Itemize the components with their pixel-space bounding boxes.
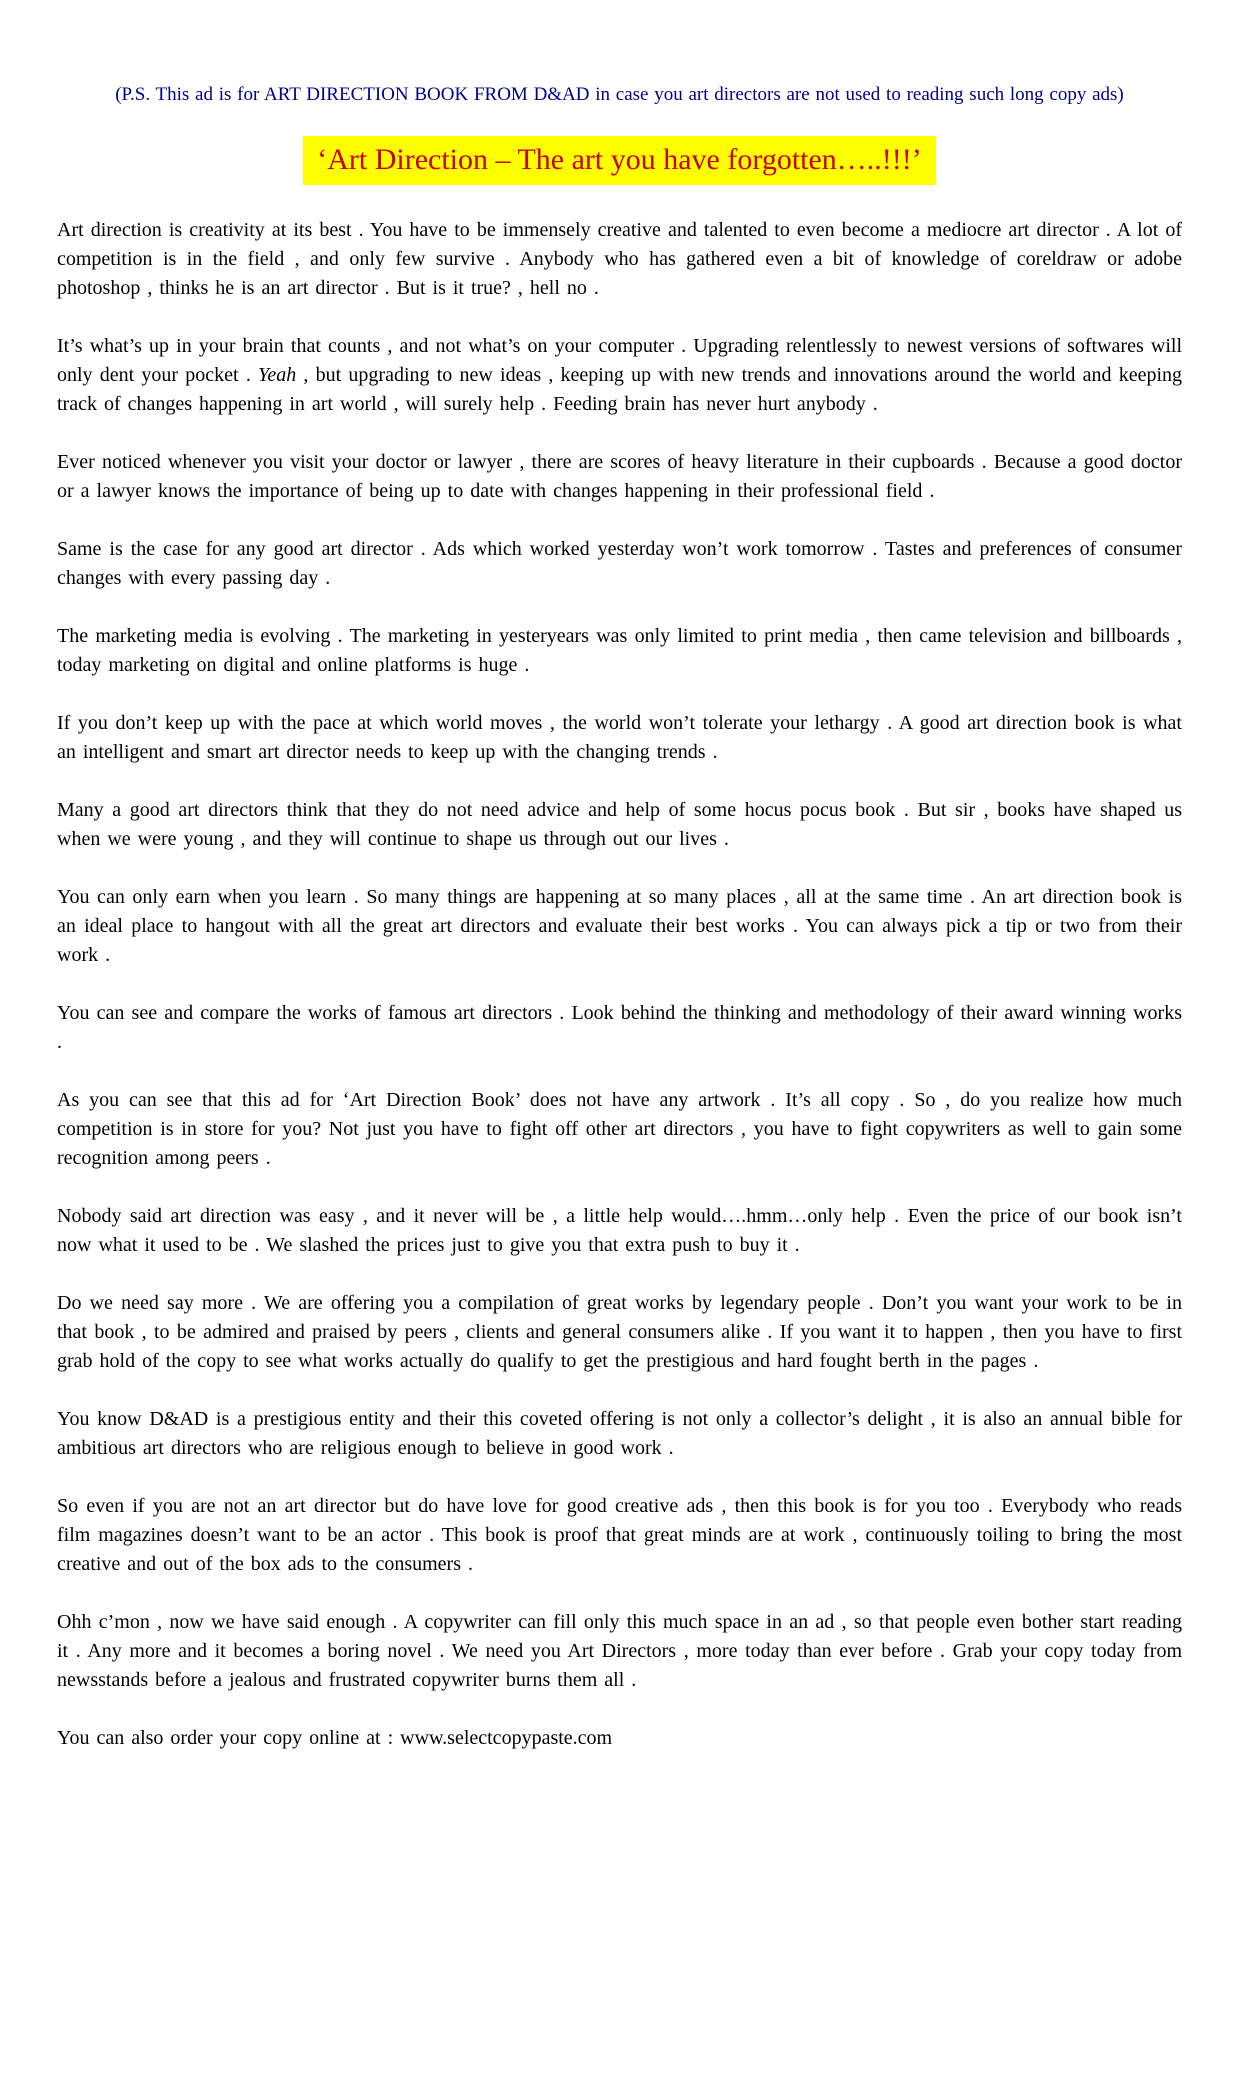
body-paragraph: Ever noticed whenever you visit your doctor or lawyer , there are scores of heavy literature in their cupboards . Because a good doctor or a lawyer knows the importance of being up to date with changes happening in their professional field . [57,451,1182,502]
body-paragraph: If you don’t keep up with the pace at which world moves , the world won’t tolerate your lethargy . A good art direction book is what an intelligent and smart art director needs to keep up with the changing trends . [57,712,1182,763]
body-paragraph: Nobody said art direction was easy , and it never will be , a little help would….hmm…only help . Even the price of our book isn’t now what it used to be . We slashed the prices just to give you that extra push to buy it . [57,1205,1182,1256]
body-paragraph [57,332,1182,419]
body-copy [57,216,1182,1753]
body-paragraph: So even if you are not an art director but do have love for good creative ads , then this book is for you too . Everybody who reads film magazines doesn’t want to be an actor . This book is proof that great minds are at work , continuously toiling to bring the most creative and out of the box ads to the consumers . [57,1495,1182,1575]
body-paragraph: As you can see that this ad for ‘Art Direction Book’ does not have any artwork . It’s all copy . So , do you realize how much competition is in store for you? Not just you have to fight off other art directors , you have to fight copywriters as well to gain some recognition among peers . [57,1089,1182,1169]
body-paragraph: You can only earn when you learn . So many things are happening at so many places , all at the same time . An art direction book is an ideal place to hangout with all the great art directors and evaluate their best works . You can always pick a tip or two from their work . [57,886,1182,966]
order-online-line: You can also order your copy online at : www.selectcopypaste.com [57,1727,613,1749]
ps-note: (P.S. This ad is for ART DIRECTION BOOK FROM D&AD in case you art directors are not used to reading such long copy ads) [115,84,1124,105]
paragraph-text: , but upgrading to new ideas , keeping up with new trends and innovations around the world and keeping track of changes happening in art world , will surely help . Feeding brain has never hurt anybody . [57,364,1182,415]
body-paragraph: The marketing media is evolving . The marketing in yesteryears was only limited to print media , then came television and billboards , today marketing on digital and online platforms is huge . [57,625,1182,676]
italic-word: Yeah [258,364,297,386]
body-paragraph: Do we need say more . We are offering you a compilation of great works by legendary people . Don’t you want your work to be in that book , to be admired and praised by peers , clients and general consumers alike . If you want it to happen , then you have to first grab hold of the copy to see what works actually do qualify to get the prestigious and hard fought berth in the pages . [57,1292,1182,1372]
paragraph-text: It’s what’s up in your brain that counts , and not what’s on your computer . Upgrading relentlessly to newest versions of softwares will only dent your pocket . [57,335,1182,386]
body-paragraph: You know D&AD is a prestigious entity and their this coveted offering is not only a collector’s delight , it is also an annual bible for ambitious art directors who are religious enough to believe in good work . [57,1408,1182,1459]
body-paragraph: Same is the case for any good art director . Ads which worked yesterday won’t work tomorrow . Tastes and preferences of consumer changes with every passing day . [57,538,1182,589]
body-paragraph: Many a good art directors think that they do not need advice and help of some hocus pocus book . But sir , books have shaped us when we were young , and they will continue to shape us through out our lives . [57,799,1182,850]
body-paragraph: Art direction is creativity at its best . You have to be immensely creative and talented to even become a mediocre art director . A lot of competition is in the field , and only few survive . Anybody who has gathered even a bit of knowledge of coreldraw or adobe photoshop , thinks he is an art director . But is it true? , hell no . [57,219,1182,299]
title-row [57,136,1182,185]
body-paragraph: Ohh c’mon , now we have said enough . A copywriter can fill only this much space in an ad , so that people even bother start reading it . Any more and it becomes a boring novel . We need you Art Directors , more today than ever before . Grab your copy today from newsstands before a jealous and frustrated copywriter burns them all . [57,1611,1182,1691]
body-paragraph: You can see and compare the works of famous art directors . Look behind the thinking and methodology of their award winning works . [57,1002,1182,1053]
ad-title: ‘Art Direction – The art you have forgotten…..!!!’ [303,136,936,185]
